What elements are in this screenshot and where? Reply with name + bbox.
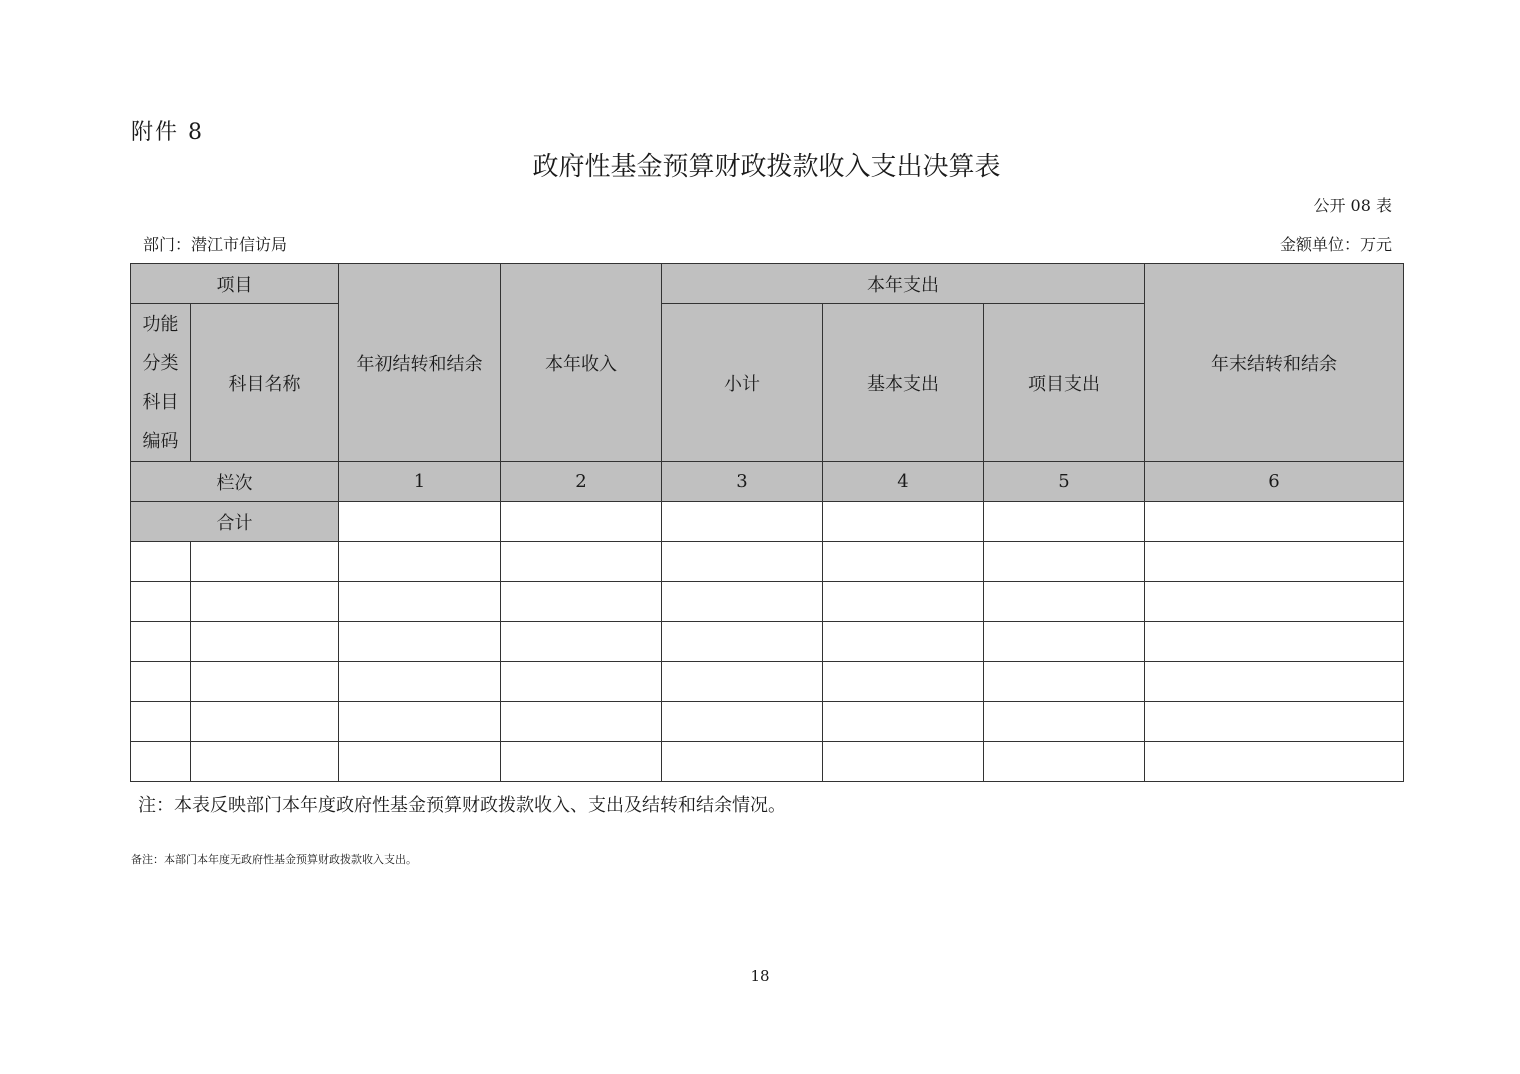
table-cell [823,622,984,662]
table-row [131,622,1404,662]
table-cell [191,742,339,782]
subject-name-header: 科目名称 [191,304,339,462]
code-header-line: 编码 [142,430,179,452]
table-cell [662,622,823,662]
table-cell [1145,622,1404,662]
column-number: 6 [1145,462,1404,502]
table-cell [501,662,662,702]
table-cell [823,502,984,542]
table-cell [501,702,662,742]
table-cell [1145,582,1404,622]
column-number: 5 [984,462,1145,502]
table-code: 公开 08 表 [1313,196,1392,215]
table-cell [501,582,662,622]
table-cell [984,662,1145,702]
table-cell [823,582,984,622]
table-cell [339,702,501,742]
table-cell [984,742,1145,782]
table-cell [339,582,501,622]
table-row [131,742,1404,782]
table-cell [823,702,984,742]
opening-balance-header: 年初结转和结余 [339,264,501,462]
table-cell [823,542,984,582]
page-title: 政府性基金预算财政拨款收入支出决算表 [532,152,1001,182]
table-cell [339,622,501,662]
code-header-line: 功能 [142,313,179,335]
table-cell [339,542,501,582]
table-cell [662,542,823,582]
table-row [131,582,1404,622]
table-cell [501,542,662,582]
remark-note: 备注：本部门本年度无政府性基金预算财政拨款收入支出。 [131,853,417,866]
table-cell [984,702,1145,742]
subtotal-header: 小计 [662,304,823,462]
table-cell [984,582,1145,622]
table-cell [1145,742,1404,782]
table-cell [339,662,501,702]
table-cell [191,542,339,582]
basic-expense-header: 基本支出 [823,304,984,462]
table-cell [191,662,339,702]
table-cell [984,622,1145,662]
code-header-line: 分类 [142,352,179,374]
table-cell [501,622,662,662]
column-number: 2 [501,462,662,502]
table-cell [191,582,339,622]
table-note: 注：本表反映部门本年度政府性基金预算财政拨款收入、支出及结转和结余情况。 [138,795,786,816]
table-cell [823,742,984,782]
table-cell [662,742,823,782]
table-cell [662,702,823,742]
function-code-header [131,304,191,462]
current-income-header: 本年收入 [501,264,662,462]
page-number: 18 [750,967,770,985]
table-cell [662,502,823,542]
table-cell [339,502,501,542]
table-cell [131,662,191,702]
column-number: 1 [339,462,501,502]
table-cell [662,582,823,622]
table-cell [1145,702,1404,742]
table-cell [501,742,662,782]
table-cell [662,662,823,702]
table-cell [984,502,1145,542]
table-row [131,542,1404,582]
total-label: 合计 [131,502,339,542]
table-cell [1145,542,1404,582]
column-number: 4 [823,462,984,502]
column-row-label: 栏次 [131,462,339,502]
current-expense-header: 本年支出 [662,264,1145,304]
unit-label: 金额单位：万元 [1279,235,1392,254]
table-cell [1145,502,1404,542]
table-cell [191,622,339,662]
total-row [131,502,1404,542]
table-cell [131,622,191,662]
table-cell [984,542,1145,582]
budget-table [130,263,1404,782]
code-header-line: 科目 [142,391,179,413]
table-cell [501,502,662,542]
table-row [131,662,1404,702]
attachment-label: 附件 8 [131,120,204,145]
table-cell [131,742,191,782]
table-cell [1145,662,1404,702]
table-cell [131,702,191,742]
table-cell [131,582,191,622]
item-header: 项目 [131,264,339,304]
table-cell [823,662,984,702]
closing-balance-header: 年末结转和结余 [1145,264,1404,462]
table-cell [339,742,501,782]
table-row [131,702,1404,742]
project-expense-header: 项目支出 [984,304,1145,462]
column-number: 3 [662,462,823,502]
table-cell [191,702,339,742]
table-cell [131,542,191,582]
department-label: 部门：潜江市信访局 [143,235,288,254]
